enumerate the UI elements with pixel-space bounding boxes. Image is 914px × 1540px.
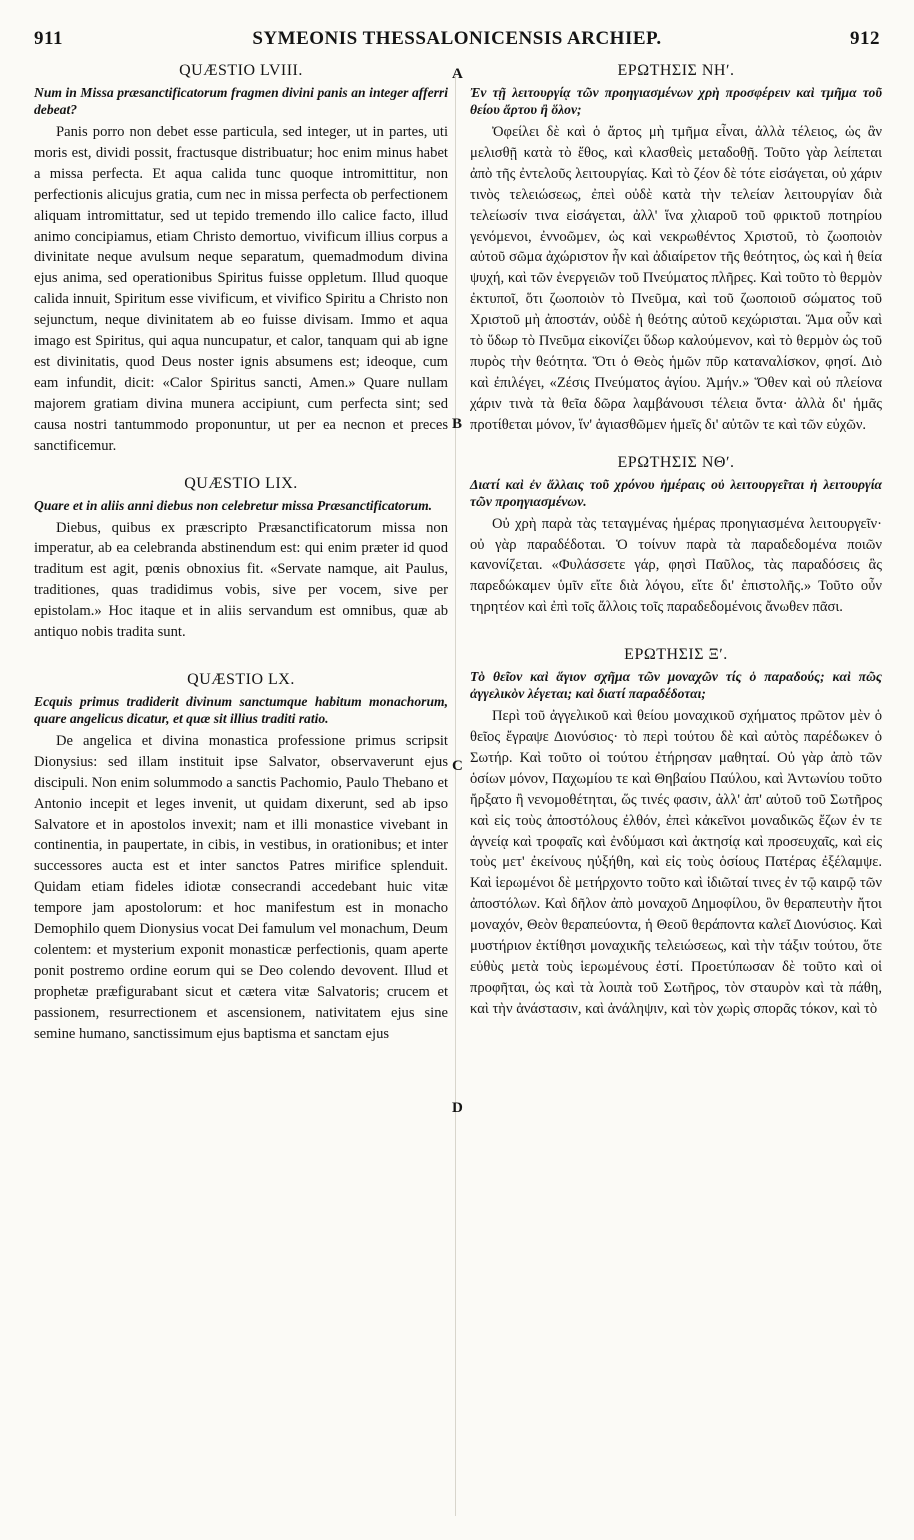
running-title: SYMEONIS THESSALONICENSIS ARCHIEP. <box>252 28 662 49</box>
latin-question-60-heading: QUÆSTIO LX. <box>187 670 295 688</box>
greek-question-58-text: Ὀφείλει δὲ καὶ ὁ ἄρτος μὴ τμῆμα εἶναι, ἀλλὰ τέλειος, ὡς ἂν μελισθῇ κατὰ τὸ ἔθος, καὶ κλασθεὶς μεταδοθῇ. Τοῦτο γὰρ λείπεται ἀπὸ τῆς ἐντελοῦς λειτουργίας. Καὶ τὸ ζέον δὲ τότε εἰσάγεται, οὐ χάριν τινὸς τελειώσεως, ἐπεὶ οὐδὲ κατὰ τὴν τελείαν λειτουργίαν διὰ τελείωσίν τινα εἰσάγεται, ἀλλ' ἵνα χλιαροῦ τοῦ φρικτοῦ ποτηρίου γενόμενοι, ἐννοῶμεν, ὡς καὶ νεκρωθέντος Χριστοῦ, τὸ ζωοποιὸν αὐτοῦ σῶμα ἀχώριστον ἦν καὶ ἀδιαίρετον τῆς θεότητος, ὡς καὶ ἡ θεία ψυχή, καὶ τῶν ἐνεργειῶν τοῦ Πνεύματος πλῆρες. Καὶ τοῦτο τὸ θερμὸν ἐκτυποῖ, ὅτι ζωοποιὸν τὸ Πνεῦμα, καὶ τοῦ ζωοποιοῦ σώματος τοῦ Χριστοῦ μὴ ἀποστάν, οὐδὲ ἡ θεότης αὐτοῦ κεχώρισται. Ἅμα οὖν καὶ τὸ ὕδωρ τὸ Πνεῦμα εἰκονίζει ὕδωρ καλούμενον, καὶ τὸ θερμὸν ὡς τοῦ πυρὸς τὴν θεότητα. Ὅτι ὁ Θεὸς ἡμῶν πῦρ καταναλίσκον, φησί. Διὸ καὶ ἐπιλέγει, «Ζέσις Πνεύματος ἁγίου. Ἀμήν.» Ὅθεν καὶ οὐ πλείονα χάριν τινὰ τὰ θεῖα δῶρα λαμβάνουσι τέλεια ὄντα· ἀλλὰ δι' ἡμᾶς προτίθεται μόνον, ἵν' ἁγιασθῶμεν ἡμεῖς δι' αὐτῶν τε καὶ τῶν εὐχῶν. <box>470 124 882 433</box>
greek-question-58-summary: Ἐν τῇ λειτουργίᾳ τῶν προηγιασμένων χρὴ προσφέρειν καὶ τμῆμα τοῦ θείου ἄρτου ἢ ὅλον; <box>470 85 882 117</box>
greek-question-59-summary: Διατί καὶ ἐν ἄλλαις τοῦ χρόνου ἡμέραις οὐ λειτουργεῖται ἡ λειτουργία τῶν προηγιασμένων. <box>470 476 882 509</box>
page-number-left: 911 <box>34 28 63 49</box>
margin-letter-c: C <box>452 758 463 774</box>
margin-letter-a: A <box>452 66 463 82</box>
greek-question-60-summary: Τὸ θεῖον καὶ ἅγιον σχῆμα τῶν μοναχῶν τίς ὁ παραδούς; καὶ πῶς ἀγγελικὸν λέγεται; καὶ διατί παραδέδοται; <box>470 669 882 702</box>
greek-question-59-heading: ΕΡΩΤΗΣΙΣ ΝΘʹ. <box>617 453 735 471</box>
page-number-right: 912 <box>850 28 880 49</box>
margin-letter-d: D <box>452 1100 463 1116</box>
greek-question-58-heading: ΕΡΩΤΗΣΙΣ ΝΗʹ. <box>617 62 735 79</box>
latin-column <box>34 60 448 1045</box>
greek-column <box>470 60 882 1020</box>
latin-question-58-heading: QUÆSTIO LVIII. <box>179 62 303 79</box>
greek-question-60-heading: ΕΡΩΤΗΣΙΣ Ξʹ. <box>624 646 728 664</box>
latin-question-59-summary: Quare et in aliis anni diebus non celebretur missa Præsanctificatorum. <box>34 497 433 513</box>
latin-question-59-heading: QUÆSTIO LIX. <box>184 474 298 492</box>
latin-question-58-summary: Num in Missa præsanctificatorum fragmen divini panis an integer afferri debeat? <box>34 85 448 117</box>
page-header <box>34 28 880 54</box>
greek-question-59-text: Οὐ χρὴ παρὰ τὰς τεταγμένας ἡμέρας προηγιασμένα λειτουργεῖν· οὐ γὰρ παραδέδοται. Ὁ τοίνυν παρὰ τὰ παραδεδομένα ποιῶν κανονίζεται. «Φυλάσσετε γάρ, φησὶ Παῦλος, τὰς παραδόσεις ἃς παρεδώκαμεν ὑμῖν εἴτε διὰ λόγου, εἴτε δι' ἐπιστολῆς.» Τοῦτο οὖν τηρητέον καὶ ἐπὶ τοῖς ἄλλοις τοῖς παραδεδομένοις ἄνωθεν πᾶσι. <box>470 515 882 616</box>
latin-question-58-text: Panis porro non debet esse particula, sed integer, ut in partes, uti moris est, dividi possit, fractusque distribuatur; hoc enim minus habet a missa perfecta. Et aqua calida tunc quoque intromittitur, non perfectionis alicujus gratia, cum nec in missa perfecta ob perfectionem aliquam intromittatur, sed ut tepido tremendo illo calice facto, illud animo concipiamus, etiam Christo demortuo, vivificum illius corpus a divinitate neque avulsum neque separatum, quemadmodum divina ejus anima, sed operationibus Spiritus fuisse oppletum. Illud quoque calida innuit, Spiritum esse vivificum, et vivifico Spiritu a Christo non sejunctum, neque divinitatem ab eo fuisse divisam. Immo et aqua imago est Spiritus, qui aqua nuncupatur, et calor, tanquam qui ab igne est divinitatis, quod Deus noster ignis absumens est; ideoque, cum eam infundit, dicit: «Calor Spiritus sancti, Amen.» Quare nullam majorem gratiam divina munera accipiunt, cum perfecta sint; sed causa nostri tantummodo proponuntur, ut per ea necnon et preces sanctificemur. <box>34 124 448 454</box>
latin-question-59-text: Diebus, quibus ex præscripto Præsanctificatorum missa non imperatur, ab ea celebranda abstinendum est: qui enim præter id quod traditum est agit, pœnis obnoxius fit. «Servate namque, ait Paulus, traditiones, quas tradidimus vobis, sive per vocem, sive per epistolam.» Hoc itaque et in aliis servandum est omnibus, quæ ab antiquo nobis tradita sunt. <box>34 519 448 641</box>
latin-question-60-text: De angelica et divina monastica professione primus scripsit Dionysius: sed illam instituit ipse Salvator, observaverunt ejus discipuli. Non enim solummodo a sanctis Pachomio, Paulo Thebano et Antonio incepit et leges invenit, ut quidam dixerunt, sed ab ipso Salvatore et in apostolos invexit; nam et illi monastice vivebant in continentia, in paupertate, in cibis, in vestibus, in orationibus; et inter successores aucta est et inter sanctos Patres mirifice splenduit. Quidam etiam fideles idiotæ consecrandi accedebant huic vitæ tempore jam apostolorum: et hoc manifestum est in monacho Demophilo quem Dionysius vocat Dei famulum vel monachum, Deum colentem: et mysterium exponit monasticæ perfectionis, quam aperte ponit postremo ordine eorum qui se Deo colendo devovent. Illud et prophetæ præfigurabant sicut et cætera vitæ Salvatoris; crucem et passionem, resurrectionem et ascensionem, nativitatem ejus sine semine humano, sanctissimum ejus baptisma et sanctam ejus <box>34 732 448 1042</box>
margin-letter-b: B <box>452 416 463 432</box>
greek-question-60-text: Περὶ τοῦ ἀγγελικοῦ καὶ θείου μοναχικοῦ σχήματος πρῶτον μὲν ὁ θεῖος ἔγραψε Διονύσιος· τὸ περὶ τούτου δὲ καὶ αὐτὸς παρέδωκεν ὁ Σωτήρ. Καὶ τοῦτο οἱ τούτου ἐτήρησαν μαθηταί. Οὐ γὰρ ἀπὸ τῶν ὁσίων μόνον, Παχωμίου τε καὶ Θηβαίου Παύλου, καὶ Ἀντωνίου τοῦτο ἤρξατο ἢ νενομοθέτηται, ὥς τινές φασιν, ἀλλ' ἀπ' αὐτοῦ τοῦ Σωτῆρος καὶ εἰς τοὺς ἀποστόλους ἐλθόν, ἐπεὶ κἀκεῖνοι μοναδικῶς ἔζων ἐν τε ἁγνείᾳ καὶ τροφαῖς καὶ ἐνδύμασι καὶ ἀκτησίᾳ καὶ προσευχαῖς, καὶ εἰς τοὺς μετ' ἐκείνους ηὐξήθη, καὶ εἰς τοὺς ὁσίους Πατέρας ἐξέλαμψε. Καὶ ἱερωμένοι δὲ μετήρχοντο τοῦτο καὶ ἰδιῶταί τινες ἐν τῷ καιρῷ τῶν ἀποστόλων. Καὶ δῆλον ἀπὸ μοναχοῦ Δημοφίλου, ὃν θεραπευτὴν ἤτοι μοναχόν, Θεὸν θεραπεύοντα, ἡ Θεοῦ θεράποντα καλεῖ Διονύσιος. Καὶ μυστήριον ἐκτίθησι μοναχικῆς τελειώσεως, καὶ τὴν τάξιν τούτου, ὅτε εὐθὺς μετὰ τοὺς ἱερωμένους ἐστί. Προετύπωσαν δὲ τοῦτο καὶ οἱ προφῆται, ὡς καὶ τὰ λοιπὰ τοῦ Σωτῆρος, τὸν σταυρὸν καὶ τὰ πάθη, καὶ τὴν ἀνάστασιν, καὶ ἀνάληψιν, καὶ τὸν χωρὶς σπορᾶς τόκον, καὶ τὸ <box>470 708 882 1017</box>
latin-question-60-summary: Ecquis primus tradiderit divinum sanctumque habitum monachorum, quare angelicus dicatur, et quæ sit illius traditi ratio. <box>34 693 448 726</box>
column-divider <box>455 76 456 1516</box>
